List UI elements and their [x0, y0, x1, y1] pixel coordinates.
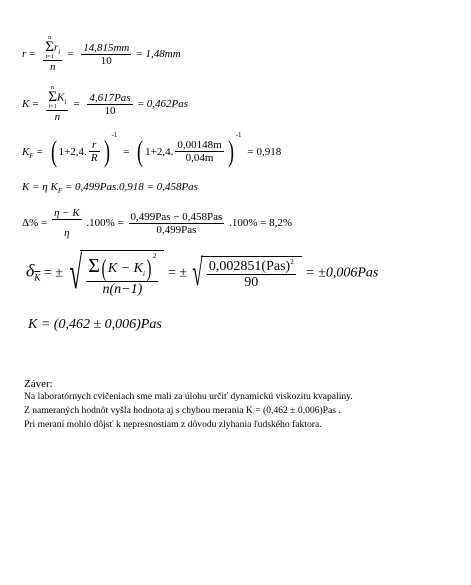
- eq7-text: K = (0,462 ± 0,006)Pas: [28, 317, 162, 332]
- eq2-fraction: n Σ i=1 $K_i$ n: [48, 85, 67, 124]
- eq3-r: r: [89, 140, 100, 152]
- eq1-sum-bottom: i=1: [45, 53, 54, 60]
- equation-mean-radius: r = n Σ i=1 $r_i$ n = $\frac{14,815mm}{10}$ = 1,48mm: [22, 35, 181, 74]
- eq3-one-plus: 1+2,4.: [58, 146, 87, 158]
- eq2-value-fraction: [87, 93, 132, 117]
- eq6-radical-2: [201, 256, 302, 290]
- conclusion-line-1: Na laboratórnych cvičeniach sme mali za úlohu určiť dynamickú viskozitu kvapaliny.: [24, 391, 353, 402]
- eq2-lhs: K: [22, 98, 30, 111]
- eq1-num-var: r: [53, 41, 59, 54]
- eq5-den: η: [64, 227, 70, 239]
- eq5-mid: .100% =: [86, 217, 124, 230]
- eq5-lhs: Δ% =: [22, 217, 48, 230]
- eq3-lhs: K: [22, 146, 30, 158]
- eq2-sum-top: n: [51, 85, 55, 91]
- eq2-val-den: 10: [104, 104, 116, 117]
- eq2-sum-bottom: i=1: [48, 103, 57, 110]
- eq3-val-den: 0,04m: [185, 152, 214, 165]
- eq1-num-sub: i: [58, 47, 61, 56]
- eq1-result: 1,48mm: [145, 48, 181, 61]
- eq6-result: = ±0,006Pas: [305, 265, 379, 281]
- eq4-rest: = 0,499Pas.0,918 = 0,458Pas: [62, 181, 198, 193]
- eq6-lhs: δ: [26, 260, 35, 281]
- eq6-val-sq: 2: [290, 258, 294, 267]
- equation-correction-factor: $K_F$ = ( 1+2,4. $\frac{r}{R}$ )$^{-1}$ = ( 1+2,4. $\frac{0,00148m}{0,04m}$ )$^{-1}$ = 0,918: [22, 131, 282, 169]
- equation-final-result: [28, 318, 162, 332]
- eq1-lhs: r: [22, 48, 27, 61]
- eq5-result: .100% = 8,2%: [229, 217, 293, 230]
- conclusion-line-2: Z nameraných hodnôt vyšla hodnota aj s chybou merania K = (0,462 ± 0,006)Pas .: [24, 405, 341, 416]
- eq2-num-var: K: [57, 91, 65, 104]
- eq6-sum-term: K − K: [107, 261, 143, 276]
- eq6-sum-sub: i: [143, 269, 145, 278]
- eq1-value-fraction: [81, 43, 131, 67]
- eq3-mid: 1+2,4.: [145, 146, 174, 158]
- equation-mean-k: K = n Σ i=1 $K_i$ n = $\frac{\text{4,617Pas}}{10}$ = 0,462Pas: [22, 85, 189, 124]
- eq1-val-num: 14,815mm: [83, 41, 130, 54]
- equation-corrected-k: [22, 182, 198, 195]
- equation-absolute-error: $\delta_{\overline{K}}$ = ± √ $\frac{\Sigma( K - K_i) ^2}{n(n-1)}$ = ± √ $\frac{0,002851(Pas)^2}{90}$ = ±0,006Pas: [26, 247, 379, 299]
- eq2-val-num: 4,617Pas: [89, 91, 131, 104]
- eq6-val-den: 90: [244, 275, 259, 291]
- eq6-radical: [80, 250, 164, 297]
- eq6-val-num: 0,002851(Pas): [208, 259, 291, 275]
- conclusion-title: Záver:: [24, 378, 53, 390]
- conclusion-line-3: Pri meraní mohlo dôjsť k nepresnostiam z dôvodu zlyhania ľudského faktora.: [24, 419, 322, 430]
- eq1-den: n: [49, 61, 56, 74]
- eq5-num2: 0,499Pas − 0,458Pas: [130, 210, 223, 223]
- eq4-text: K = η K: [22, 181, 58, 193]
- eq6-sq: 2: [152, 252, 157, 260]
- eq2-result: 0,462Pas: [146, 98, 189, 111]
- eq5-den2: 0,499Pas: [156, 223, 197, 236]
- eq5-fraction: [52, 208, 82, 239]
- eq5-value-fraction: [129, 212, 225, 236]
- eq1-fraction: n Σ i=1 $r_i$ n: [45, 35, 61, 74]
- eq3-result: 0,918: [256, 146, 282, 158]
- eq5-num: η − K: [53, 207, 80, 219]
- eq6-pm2: = ±: [167, 265, 188, 281]
- eq3-exp-2: -1: [235, 131, 242, 139]
- eq3-lhs-sub: F: [29, 152, 34, 161]
- eq6-den: n(n−1): [102, 281, 143, 297]
- eq3-exp: -1: [111, 131, 118, 139]
- eq6-value-fraction: [207, 259, 296, 290]
- eq6-lhs-sub: K: [34, 272, 41, 283]
- eq4-sub: F: [57, 187, 63, 196]
- eq6-pm: = ±: [43, 265, 63, 281]
- eq3-R: R: [90, 152, 98, 165]
- eq3-val-num: 0,00148m: [177, 139, 222, 152]
- eq2-num-sub: i: [64, 97, 67, 106]
- eq1-val-den: 10: [100, 54, 112, 67]
- eq6-fraction: $\frac{\Sigma( K - K_i) ^2}{n(n-1)}$: [88, 252, 157, 297]
- eq3-value-fraction: [175, 140, 223, 164]
- eq2-den: n: [54, 111, 61, 124]
- equation-relative-error: [22, 208, 292, 239]
- eq1-sum-top: n: [48, 35, 52, 41]
- eq3-r-over-R: [89, 140, 100, 164]
